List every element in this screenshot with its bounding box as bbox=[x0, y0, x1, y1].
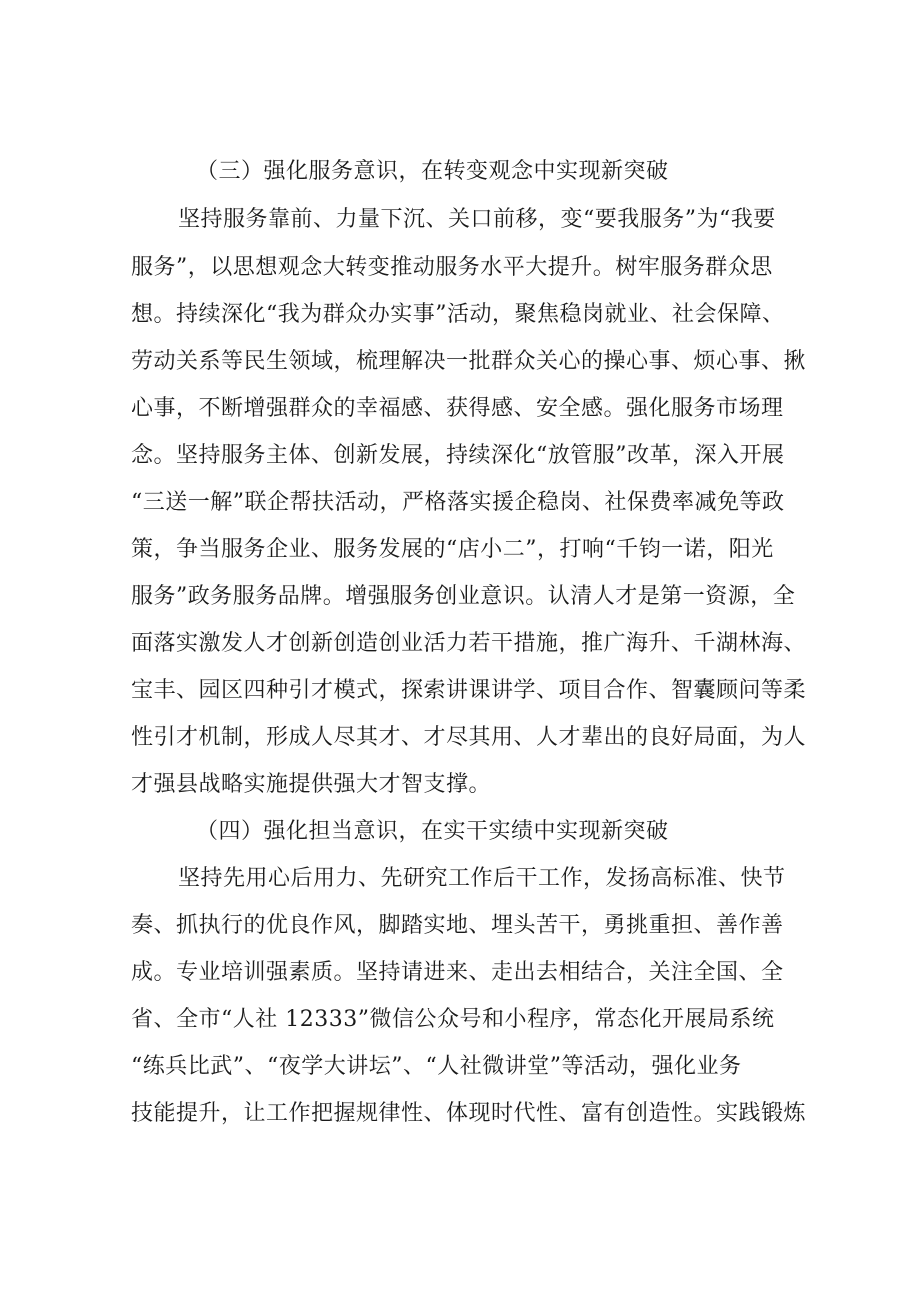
paragraph-line: 省、全市“人社 12333”微信公众号和小程序，常态化开展局系统 bbox=[131, 1007, 775, 1032]
paragraph-line: 奏、抓执行的优良作风，脚踏实地、埋头苦干，勇挑重担、善作善 bbox=[131, 913, 784, 938]
paragraph-line: 服务”，以思想观念大转变推动服务水平大提升。树牢服务群众思 bbox=[131, 255, 773, 280]
paragraph-line: 面落实激发人才创新创造创业活力若干措施，推广海升、千湖林海、 bbox=[131, 631, 807, 656]
section-heading-4: （四）强化担当意识，在实干实绩中实现新突破 bbox=[196, 819, 669, 844]
paragraph-line: 心事，不断增强群众的幸福感、获得感、安全感。强化服务市场理 bbox=[131, 396, 784, 421]
paragraph-line: 坚持服务靠前、力量下沉、关口前移，变“要我服务”为“我要 bbox=[178, 207, 776, 232]
paragraph-line: 劳动关系等民生领域，梳理解决一批群众关心的操心事、烦心事、揪 bbox=[131, 349, 807, 374]
paragraph-line: 宝丰、园区四种引才模式，探索讲课讲学、项目合作、智囊顾问等柔 bbox=[131, 678, 807, 703]
paragraph-line: 技能提升，让工作把握规律性、体现时代性、富有创造性。实践锻炼 bbox=[131, 1101, 807, 1126]
paragraph-line: 才强县战略实施提供强大才智支撑。 bbox=[131, 772, 492, 797]
paragraph-line: 想。持续深化“我为群众办实事”活动，聚焦稳岗就业、社会保障、 bbox=[131, 302, 785, 327]
paragraph-line: 坚持先用心后用力、先研究工作后干工作，发扬高标准、快节 bbox=[178, 866, 786, 891]
paragraph-line: “练兵比武”、“夜学大讲坛”、“人社微讲堂”等活动，强化业务 bbox=[131, 1054, 742, 1079]
paragraph-line: “三送一解”联企帮扶活动，严格落实援企稳岗、社保费率减免等政 bbox=[131, 490, 785, 515]
paragraph-line: 成。专业培训强素质。坚持请进来、走出去相结合，关注全国、全 bbox=[131, 960, 784, 985]
paragraph-line: 性引才机制，形成人尽其才、才尽其用、人才辈出的良好局面，为人 bbox=[131, 725, 807, 750]
section-heading-3: （三）强化服务意识，在转变观念中实现新突破 bbox=[196, 159, 669, 184]
paragraph-line: 服务”政务服务品牌。增强服务创业意识。认清人才是第一资源，全 bbox=[131, 584, 796, 609]
paragraph-line: 策，争当服务企业、服务发展的“店小二”，打响“千钧一诺，阳光 bbox=[131, 537, 774, 562]
paragraph-line: 念。坚持服务主体、创新发展，持续深化“放管服”改革，深入开展 bbox=[131, 443, 785, 468]
